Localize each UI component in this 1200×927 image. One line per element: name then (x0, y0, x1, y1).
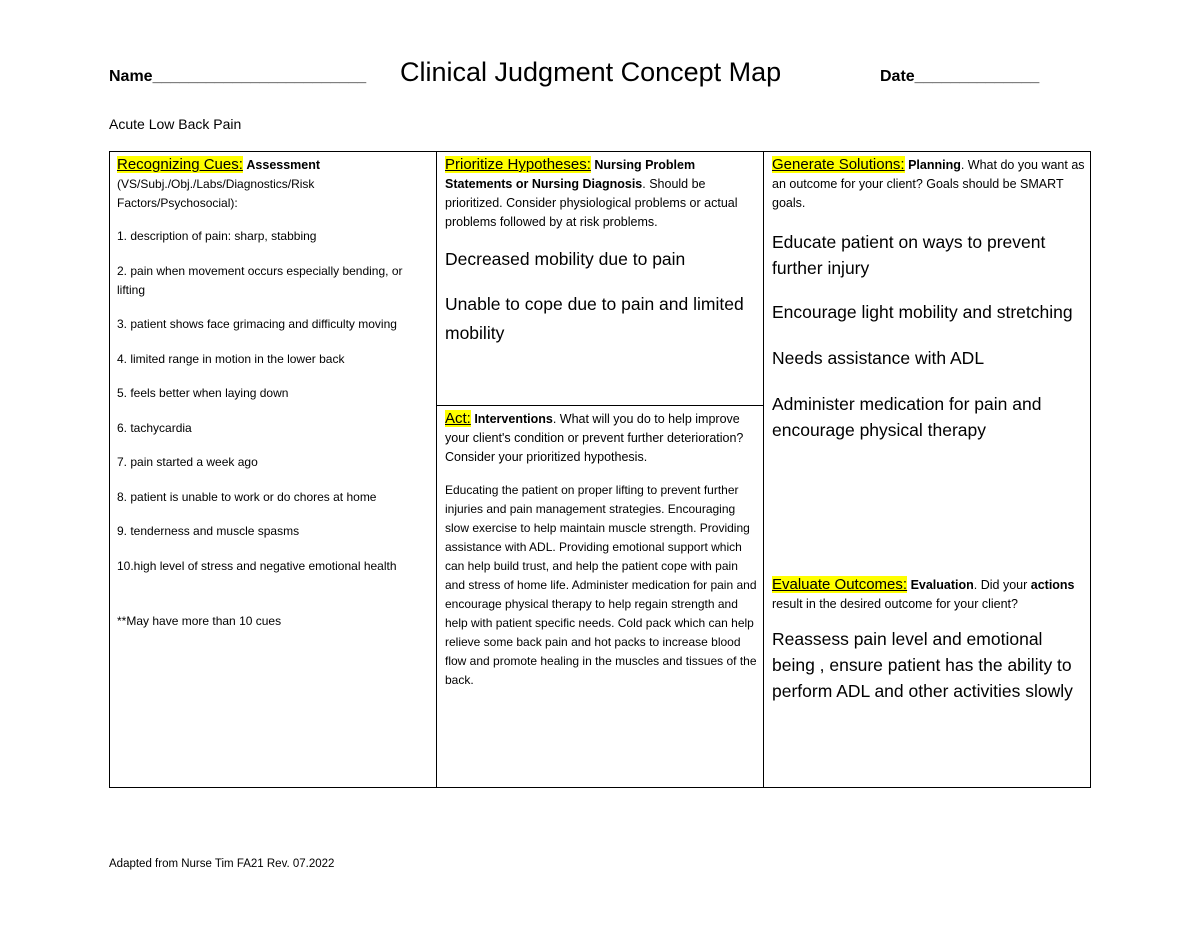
generate-solutions-description: . What do you want as an outcome for your client? Goals should be SMART goals. (772, 158, 1085, 210)
interventions-tag: Interventions (474, 412, 553, 426)
generate-solutions-cell (772, 155, 1086, 443)
recognizing-cues-heading: Recognizing Cues: (117, 156, 243, 173)
evaluation-tag: Evaluation (910, 578, 974, 592)
name-field-label: Name________________________ (109, 68, 367, 85)
cue-item: 1. description of pain: sharp, stabbing (117, 229, 317, 243)
evaluation-text: Reassess pain level and emotional being , ensure patient has the ability to perform ADL and other activities slowly (772, 629, 1073, 701)
evaluate-outcomes-cell (772, 575, 1086, 704)
assessment-tag: Assessment (246, 158, 321, 172)
prioritize-hypotheses-description: . Should be prioritized. Consider physiological problems or actual problems followed by at risk problems. (445, 177, 738, 229)
grid-divider-middle (436, 405, 764, 406)
cue-item: 3. patient shows face grimacing and difficulty moving (117, 317, 397, 331)
evaluate-description-bold: actions (1030, 578, 1075, 592)
date-field-label: Date______________ (880, 68, 1040, 85)
nursing-problem-tag: Nursing Problem Statements or Nursing Diagnosis (445, 158, 696, 191)
solution-item: Encourage light mobility and stretching (772, 302, 1073, 322)
evaluate-description-post: result in the desired outcome for your client? (772, 597, 1018, 611)
footer-credit: Adapted from Nurse Tim FA21 Rev. 07.2022 (109, 858, 335, 870)
cue-item: 7. pain started a week ago (117, 455, 258, 469)
recognizing-cues-description: (VS/Subj./Obj./Labs/Diagnostics/Risk Factors/Psychosocial): (117, 177, 315, 210)
evaluate-description-pre: . Did your (973, 578, 1031, 592)
grid-border-top (109, 151, 1091, 152)
prioritize-hypotheses-header (445, 155, 759, 232)
generate-solutions-heading: Generate Solutions: (772, 156, 905, 173)
solution-item: Administer medication for pain and encourage physical therapy (772, 394, 1042, 440)
cue-item: 8. patient is unable to work or do chores at home (117, 489, 377, 504)
concept-map-grid (109, 151, 1091, 788)
cues-note: **May have more than 10 cues (117, 613, 282, 628)
grid-border-bottom (109, 787, 1091, 788)
page-title: Clinical Judgment Concept Map (400, 57, 782, 87)
solution-item: Needs assistance with ADL (772, 348, 985, 368)
cue-item: 6. tachycardia (117, 420, 192, 435)
solution-item: Educate patient on ways to prevent further injury (772, 232, 1046, 278)
cue-item: 5. feels better when laying down (117, 386, 289, 400)
generate-solutions-header (772, 155, 1086, 213)
grid-border-right (1090, 151, 1091, 788)
act-cell (445, 409, 759, 690)
act-interventions-text: Educating the patient on proper lifting to prevent further injuries and pain management strategies. Encouraging slow exercise to help maintain muscle strength. Providing assistance with ADL. Providing emotional support which can help build trust, and help the patient cope with pain and stress of home life. Administer medication for pain and encourage physical therapy to help regain strength and help with patient specific needs. Cold pack which can help relieve some back pain and hot packs to increase blood flow and promote healing in the muscles and tissues of the back. (445, 483, 757, 687)
hypothesis-item: Unable to cope due to pain and limited mobility (445, 294, 744, 343)
cue-item: 9. tenderness and muscle spasms (117, 524, 300, 538)
recognizing-cues-cell (117, 155, 429, 646)
planning-tag: Planning (908, 158, 961, 172)
condition-subtitle: Acute Low Back Pain (109, 116, 242, 132)
grid-border-left (109, 151, 110, 788)
cue-item: 2. pain when movement occurs especially bending, or lifting (117, 263, 403, 297)
prioritize-hypotheses-cell (445, 155, 759, 348)
recognizing-cues-header (117, 155, 429, 175)
evaluate-outcomes-header (772, 575, 1086, 614)
cue-item: 4. limited range in motion in the lower back (117, 351, 345, 366)
hypothesis-item: Decreased mobility due to pain (445, 249, 686, 269)
act-description: . What will you do to help improve your client's condition or prevent further deterioration? Consider your prioritized hypothesis. (445, 412, 744, 464)
grid-divider-2 (763, 151, 764, 788)
act-header (445, 409, 759, 467)
grid-divider-1 (436, 151, 437, 788)
prioritize-hypotheses-heading: Prioritize Hypotheses: (445, 156, 591, 173)
evaluate-outcomes-heading: Evaluate Outcomes: (772, 576, 908, 593)
cue-item: 10.high level of stress and negative emotional health (117, 558, 397, 573)
act-heading: Act: (445, 410, 471, 427)
